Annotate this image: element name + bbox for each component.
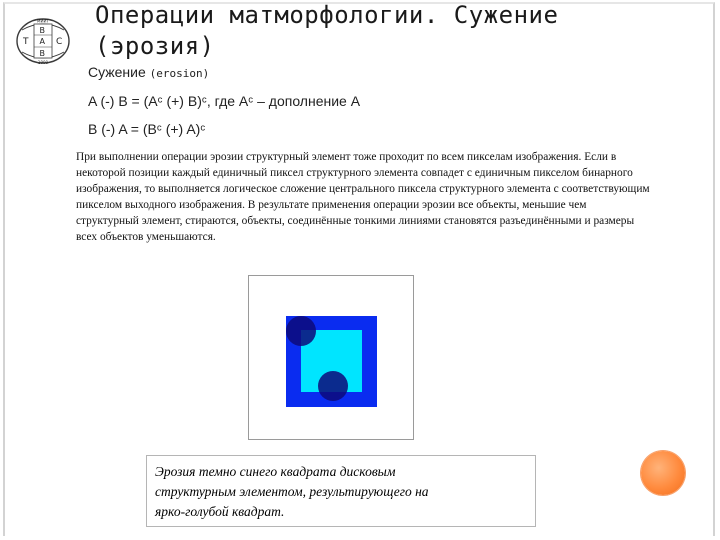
figure-caption	[146, 455, 536, 527]
page-title-line1: Операции матморфологии. Сужение	[95, 1, 559, 29]
caption-line-1: Эрозия темно синего квадрата дисковым	[155, 464, 396, 479]
bullet-erosion	[88, 64, 209, 80]
bullet-erosion-english: (erosion)	[149, 67, 210, 80]
logo-letter-top: В	[39, 26, 45, 35]
institution-logo-icon	[14, 16, 72, 66]
page-title-line2: (эрозия)	[95, 32, 215, 60]
page-title	[95, 0, 558, 62]
bullet-formula-b: B (-) A = (Bᶜ (+) A)ᶜ	[88, 121, 206, 137]
structuring-disk-bottom	[318, 371, 348, 401]
logo-letter-left: Т	[23, 37, 29, 47]
logo-top-text: МИИТ	[37, 18, 49, 24]
structuring-disk-top-left	[286, 316, 316, 346]
logo-letter-right: С	[56, 37, 63, 47]
bullet-formula-a: A (-) B = (Aᶜ (+) B)ᶜ, где Aᶜ – дополнение A	[88, 93, 361, 109]
caption-line-3: ярко-голубой квадрат.	[155, 504, 285, 519]
caption-line-2: структурным элементом, результирующего на	[155, 484, 429, 499]
decorative-orange-circle	[641, 451, 685, 495]
erosion-diagram	[249, 276, 413, 439]
erosion-figure	[248, 275, 414, 440]
description-paragraph: При выполнении операции эрозии структурный элемент тоже проходит по всем пикселам изображения. Если в некоторой позиции каждый единичный пиксел структурного элемента совпадет с единичным пикселом бинарного изображения, то выполняется логическое сложение центрального пиксела структурного элемента с соответствующим пикселом выходного изображения. В результате применения операции эрозии все объекты, меньшие чем структурный элемент, стираются, объекты, соединённые тонкими линиями становятся разъединёнными и размеры всех объектов уменьшаются.	[76, 151, 650, 243]
bullet-erosion-label: Сужение	[88, 64, 150, 80]
logo-letter-bottom: В	[39, 49, 45, 58]
logo-bottom-text: 1900	[37, 60, 49, 65]
logo-letter-middle: А	[39, 37, 45, 46]
